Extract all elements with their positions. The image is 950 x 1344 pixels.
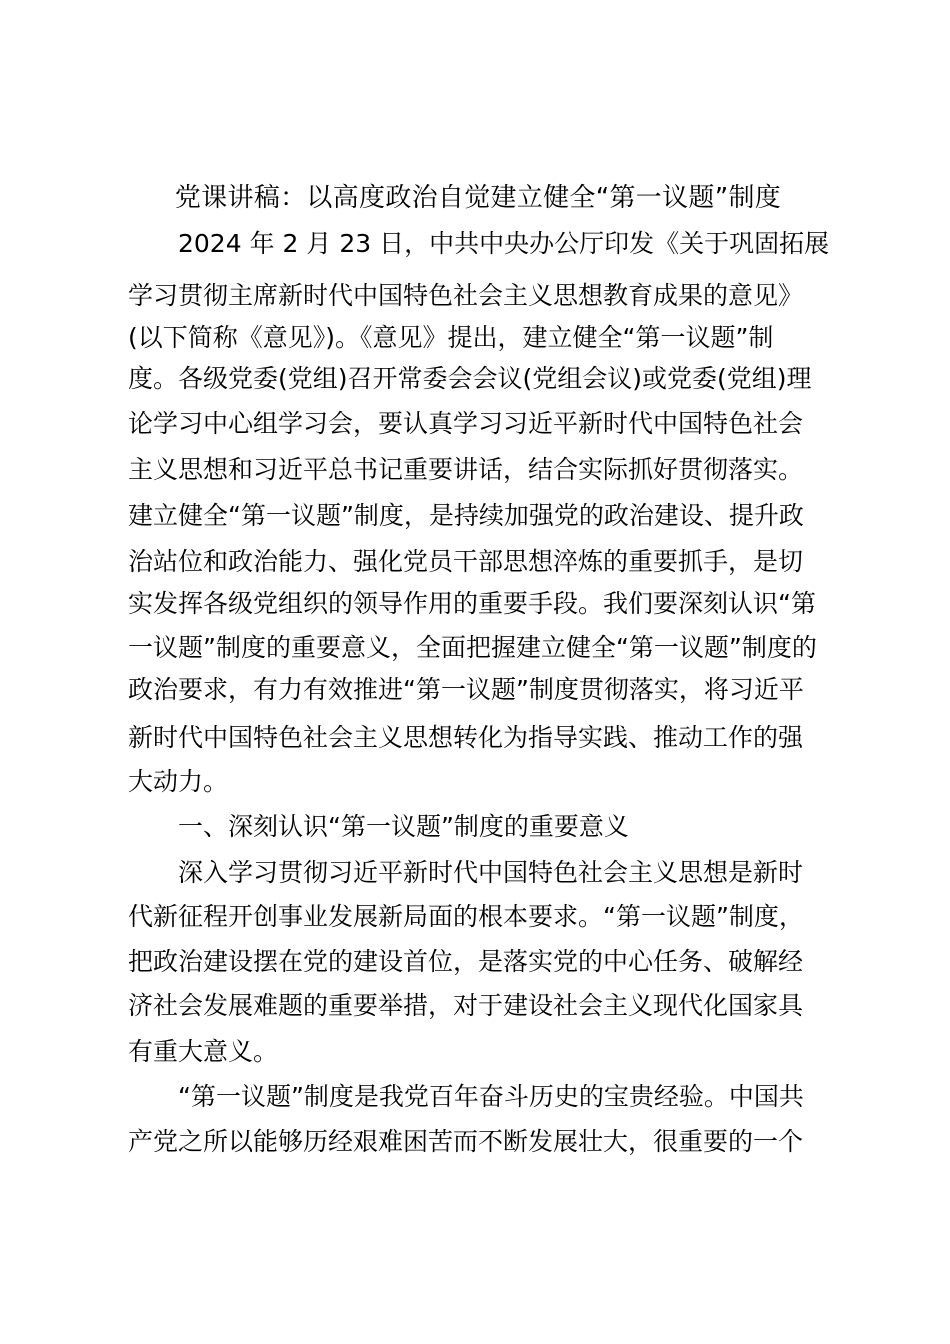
- paragraph-line: 建立健全“第一议题”制度，是持续加强党的政治建设、提升政: [128, 501, 804, 530]
- paragraph-line: 治站位和政治能力、强化党员干部思想淬炼的重要抓手，是切: [128, 547, 804, 576]
- paragraph-line: 实发挥各级党组织的领导作用的重要手段。我们要深刻认识“第: [128, 589, 816, 618]
- paragraph-line: 一议题”制度的重要意义，全面把握建立健全“第一议题”制度的: [128, 633, 817, 662]
- paragraph-line: 深入学习贯彻习近平新时代中国特色社会主义思想是新时: [178, 858, 804, 887]
- paragraph-line: 政治要求，有力有效推进“第一议题”制度贯彻落实，将习近平: [128, 675, 804, 704]
- paragraph-line: 有重大意义。: [128, 1037, 279, 1066]
- paragraph-line: (以下简称《意见》)。《意见》提出，建立健全“第一议题”制: [128, 323, 774, 352]
- document-title: 党课讲稿：以高度政治自觉建立健全“第一议题”制度: [174, 183, 782, 213]
- paragraph-line: 主义思想和习近平总书记重要讲话，结合实际抓好贯彻落实。: [128, 455, 804, 484]
- paragraph-line: 2024 年 2 月 23 日，中共中央办公厅印发《关于巩固拓展: [178, 229, 830, 258]
- paragraph-line: 大动力。: [128, 767, 229, 796]
- paragraph-line: 度。各级党委(党组)召开常委会会议(党组会议)或党委(党组)理: [128, 364, 812, 393]
- paragraph-line: 论学习中心组学习会，要认真学习习近平新时代中国特色社会: [128, 409, 804, 438]
- section-heading: 一、深刻认识“第一议题”制度的重要意义: [178, 812, 629, 841]
- paragraph-line: “第一议题”制度是我党百年奋斗历史的宝贵经验。中国共: [178, 1082, 804, 1111]
- paragraph-line: 济社会发展难题的重要举措，对于建设社会主义现代化国家具: [128, 991, 804, 1020]
- paragraph-line: 学习贯彻主席新时代中国特色社会主义思想教育成果的意见》: [128, 281, 804, 310]
- paragraph-line: 产党之所以能够历经艰难困苦而不断发展壮大，很重要的一个: [128, 1127, 804, 1156]
- paragraph-line: 把政治建设摆在党的建设首位，是落实党的中心任务、破解经: [128, 947, 804, 976]
- paragraph-line: 代新征程开创事业发展新局面的根本要求。“第一议题”制度，: [128, 902, 804, 931]
- paragraph-line: 新时代中国特色社会主义思想转化为指导实践、推动工作的强: [128, 723, 804, 752]
